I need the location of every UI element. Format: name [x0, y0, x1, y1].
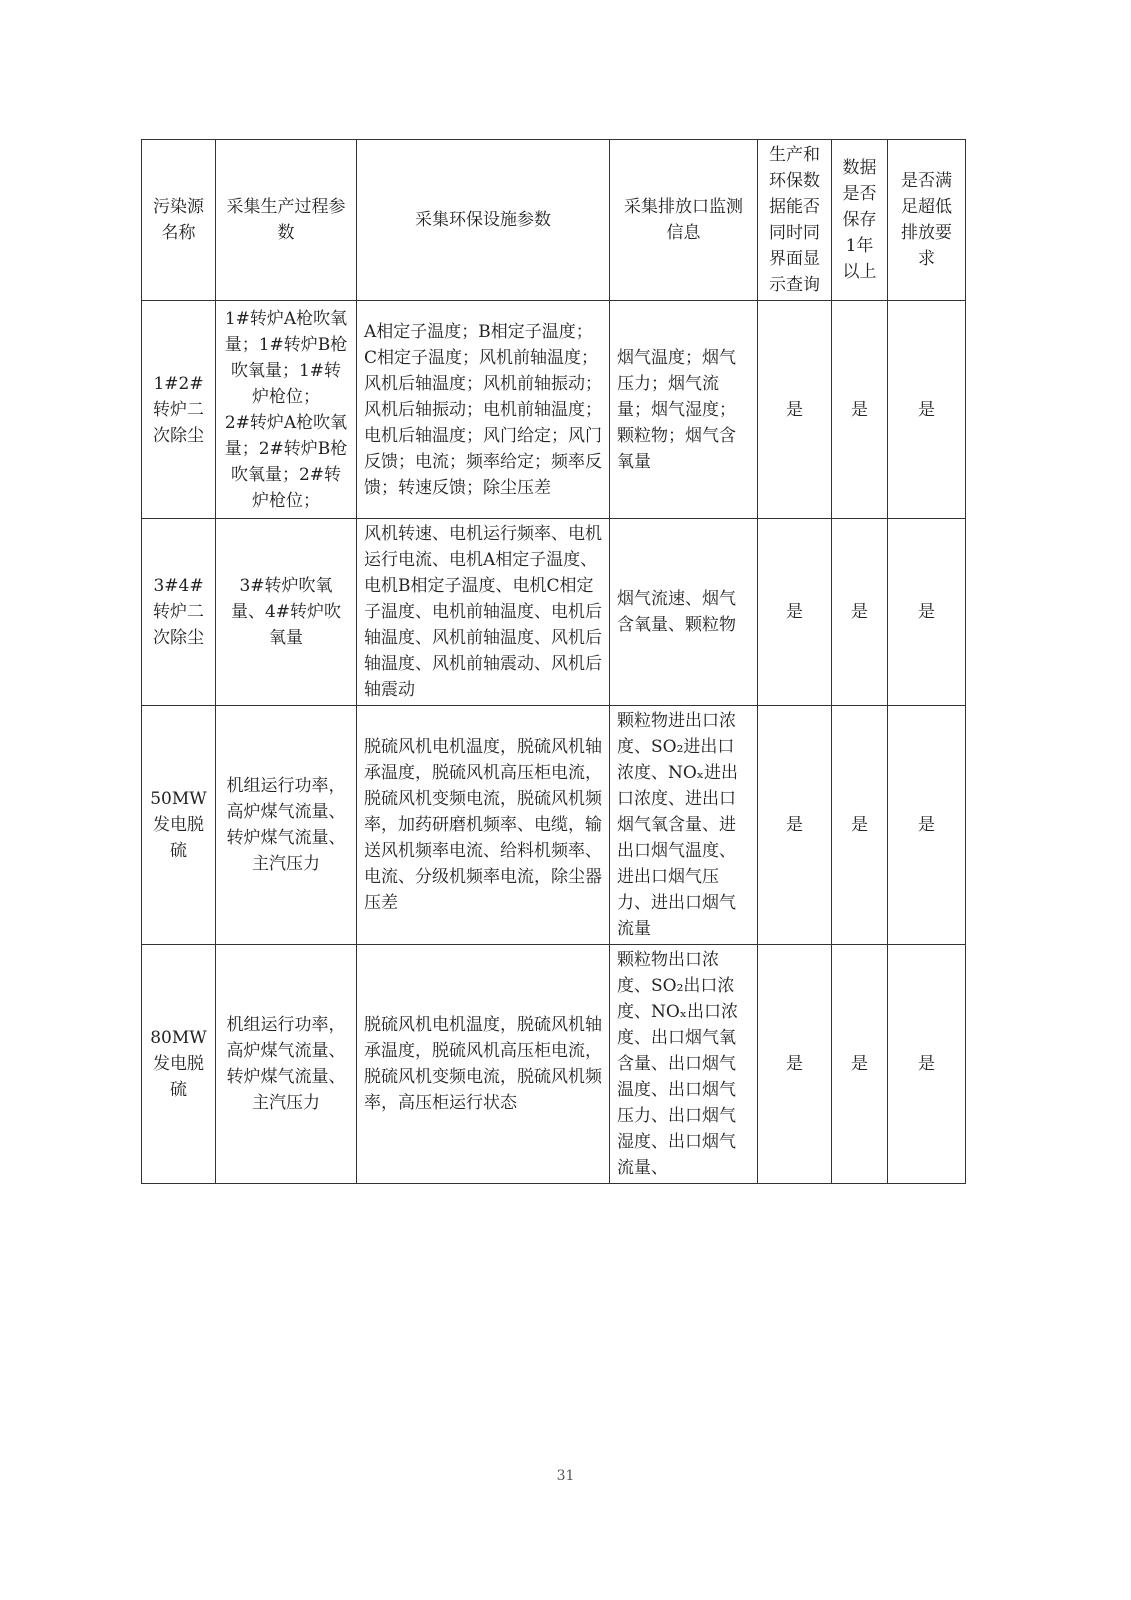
cell-source: 50MW发电脱硫	[142, 706, 216, 945]
cell-ultra-low: 是	[888, 519, 966, 706]
header-outlet-monitoring: 采集排放口监测信息	[610, 140, 758, 301]
header-source: 污染源名称	[142, 140, 216, 301]
cell-saved: 是	[832, 301, 888, 519]
cell-saved: 是	[832, 945, 888, 1184]
table-row	[142, 945, 966, 1184]
cell-process: 机组运行功率，高炉煤气流量、转炉煤气流量、主汽压力	[216, 706, 357, 945]
header-ultra-low: 是否满足超低排放要求	[888, 140, 966, 301]
cell-process: 3#转炉吹氧量、4#转炉吹氧量	[216, 519, 357, 706]
cell-facility: 风机转速、电机运行频率、电机运行电流、电机A相定子温度、电机B相定子温度、电机C相定子温度、电机前轴温度、电机后轴温度、风机前轴温度、风机后轴温度、风机前轴震动、风机后轴震动	[357, 519, 610, 706]
header-same-screen: 生产和环保数据能否同时同界面显示查询	[758, 140, 832, 301]
cell-outlet: 颗粒物出口浓度、SO₂出口浓度、NOₓ出口浓度、出口烟气氧含量、出口烟气温度、出口烟气压力、出口烟气湿度、出口烟气流量、	[610, 945, 758, 1184]
cell-same-screen: 是	[758, 301, 832, 519]
header-process-params: 采集生产过程参数	[216, 140, 357, 301]
cell-facility: 脱硫风机电机温度，脱硫风机轴承温度，脱硫风机高压柜电流，脱硫风机变频电流，脱硫风机频率，加药研磨机频率、电缆，输送风机频率电流、给料机频率、电流、分级机频率电流，除尘器压差	[357, 706, 610, 945]
cell-facility: A相定子温度；B相定子温度；C相定子温度；风机前轴温度；风机后轴温度；风机前轴振动；风机后轴振动；电机前轴温度；电机后轴温度；风门给定；风门反馈；电流；频率给定；频率反馈；转速反馈；除尘压差	[357, 301, 610, 519]
cell-outlet: 烟气温度；烟气压力；烟气流量；烟气湿度；颗粒物；烟气含氧量	[610, 301, 758, 519]
process-line: 2#转炉A枪吹氧量；2#转炉B枪吹氧量；2#转炉枪位；	[224, 412, 348, 511]
cell-source: 1#2#转炉二次除尘	[142, 301, 216, 519]
cell-process: 机组运行功率，高炉煤气流量、转炉煤气流量、主汽压力	[216, 945, 357, 1184]
cell-saved: 是	[832, 519, 888, 706]
cell-outlet: 烟气流速、烟气含氧量、颗粒物	[610, 519, 758, 706]
table-header-row	[142, 140, 966, 301]
cell-same-screen: 是	[758, 519, 832, 706]
cell-source: 3#4#转炉二次除尘	[142, 519, 216, 706]
cell-saved: 是	[832, 706, 888, 945]
cell-ultra-low: 是	[888, 945, 966, 1184]
cell-ultra-low: 是	[888, 301, 966, 519]
cell-same-screen: 是	[758, 706, 832, 945]
emission-monitoring-table	[141, 139, 966, 1184]
header-saved-one-year: 数据是否保存1年以上	[832, 140, 888, 301]
cell-same-screen: 是	[758, 945, 832, 1184]
header-facility-params: 采集环保设施参数	[357, 140, 610, 301]
table-row	[142, 706, 966, 945]
cell-outlet: 颗粒物进出口浓度、SO₂进出口浓度、NOₓ进出口浓度、进出口烟气氧含量、进出口烟气温度、进出口烟气压力、进出口烟气流量	[610, 706, 758, 945]
page-number: 31	[556, 1468, 575, 1484]
cell-ultra-low: 是	[888, 706, 966, 945]
table-row	[142, 301, 966, 519]
cell-process	[216, 301, 357, 519]
process-line: 1#转炉A枪吹氧量；1#转炉B枪吹氧量；1#转炉枪位；	[224, 308, 348, 407]
cell-facility: 脱硫风机电机温度，脱硫风机轴承温度，脱硫风机高压柜电流，脱硫风机变频电流，脱硫风机频率，高压柜运行状态	[357, 945, 610, 1184]
table-row	[142, 519, 966, 706]
cell-source: 80MW发电脱硫	[142, 945, 216, 1184]
